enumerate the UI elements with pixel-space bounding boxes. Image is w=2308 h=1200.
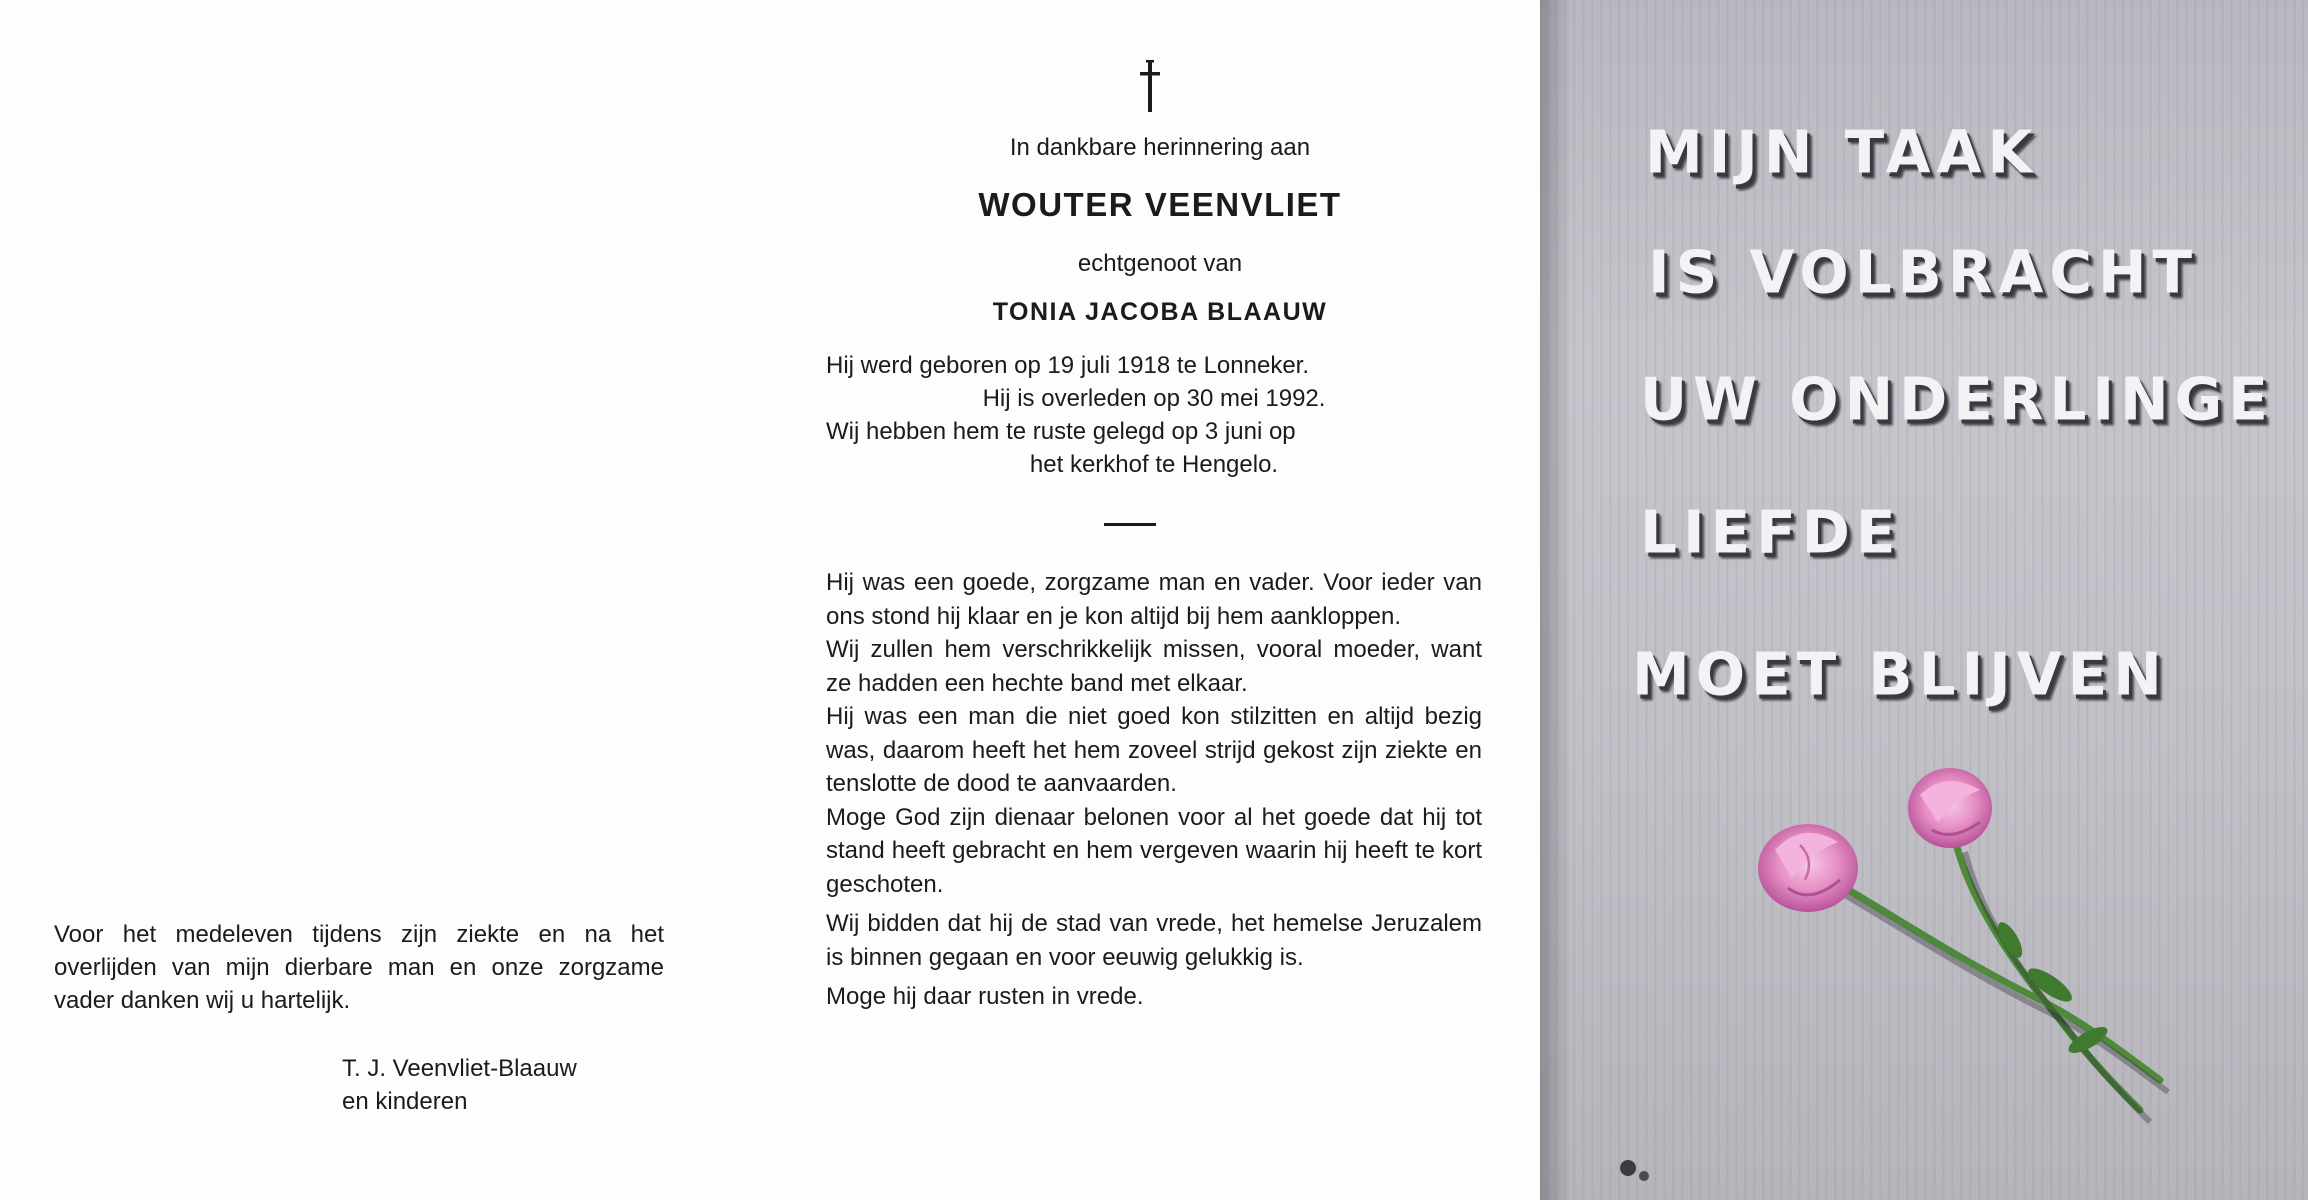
latin-cross-icon bbox=[1130, 60, 1170, 112]
signature bbox=[342, 1052, 577, 1118]
inscription-line: MIJN TAAK bbox=[1645, 117, 2039, 187]
paragraph: Wij zullen hem verschrikkelijk missen, vooral moeder, want ze hadden een hechte band met elkaar. bbox=[826, 636, 1482, 697]
burial-line: Wij hebben hem te ruste gelegd op 3 juni op bbox=[826, 418, 1296, 445]
spouse-name: TONIA JACOBA BLAAUW bbox=[992, 298, 1328, 326]
divider bbox=[1104, 523, 1156, 526]
birth-line: Hij werd geboren op 19 juli 1918 te Lonneker. bbox=[826, 352, 1309, 379]
paragraph: Hij was een goede, zorgzame man en vader. Voor ieder van ons stond hij klaar en je kon altijd bij hem aankloppen. bbox=[826, 569, 1482, 630]
center-panel bbox=[780, 0, 1540, 1200]
memorial-photo bbox=[1540, 0, 2308, 1200]
paragraph: Hij was een man die niet goed kon stilzitten en altijd bezig was, daarom heeft het hem zoveel strijd gekost zijn ziekte en tenslotte de dood te aanvaarden. bbox=[826, 703, 1482, 797]
intro-text: In dankbare herinnering aan bbox=[1009, 134, 1311, 161]
deceased-name: WOUTER VEENVLIET bbox=[978, 186, 1342, 223]
burial-place-line: het kerkhof te Hengelo. bbox=[1029, 451, 1279, 478]
thanks-text: Voor het medeleven tijdens zijn ziekte en na het overlijden van mijn dierbare man en onze zorgzame vader danken wij u hartelijk. bbox=[54, 921, 664, 1014]
signature-line: T. J. Veenvliet-Blaauw bbox=[342, 1055, 577, 1082]
death-line: Hij is overleden op 30 mei 1992. bbox=[982, 385, 1326, 412]
left-panel bbox=[0, 0, 780, 1200]
inscription-line: MOET BLIJVEN bbox=[1632, 639, 2168, 709]
inscription-line: IS VOLBRACHT bbox=[1648, 237, 2199, 307]
paragraph: Moge God zijn dienaar belonen voor al het goede dat hij tot stand heeft gebracht en hem vergeven waarin hij heeft te kort geschoten. bbox=[826, 803, 1482, 898]
photo-inscription bbox=[1540, 0, 2308, 1200]
life-facts bbox=[826, 349, 1482, 481]
spouse-of-text: echtgenoot van bbox=[1077, 250, 1243, 277]
paragraph: Moge hij daar rusten in vrede. bbox=[826, 983, 1144, 1010]
memorial-text bbox=[826, 566, 1482, 1014]
inscription-line: LIEFDE bbox=[1640, 497, 1902, 567]
inscription-line: UW ONDERLINGE bbox=[1640, 364, 2274, 434]
signature-line: en kinderen bbox=[342, 1088, 468, 1115]
paragraph: Wij bidden dat hij de stad van vrede, het hemelse Jeruzalem is binnen gegaan en voor eeuwig gelukkig is. bbox=[826, 910, 1482, 971]
